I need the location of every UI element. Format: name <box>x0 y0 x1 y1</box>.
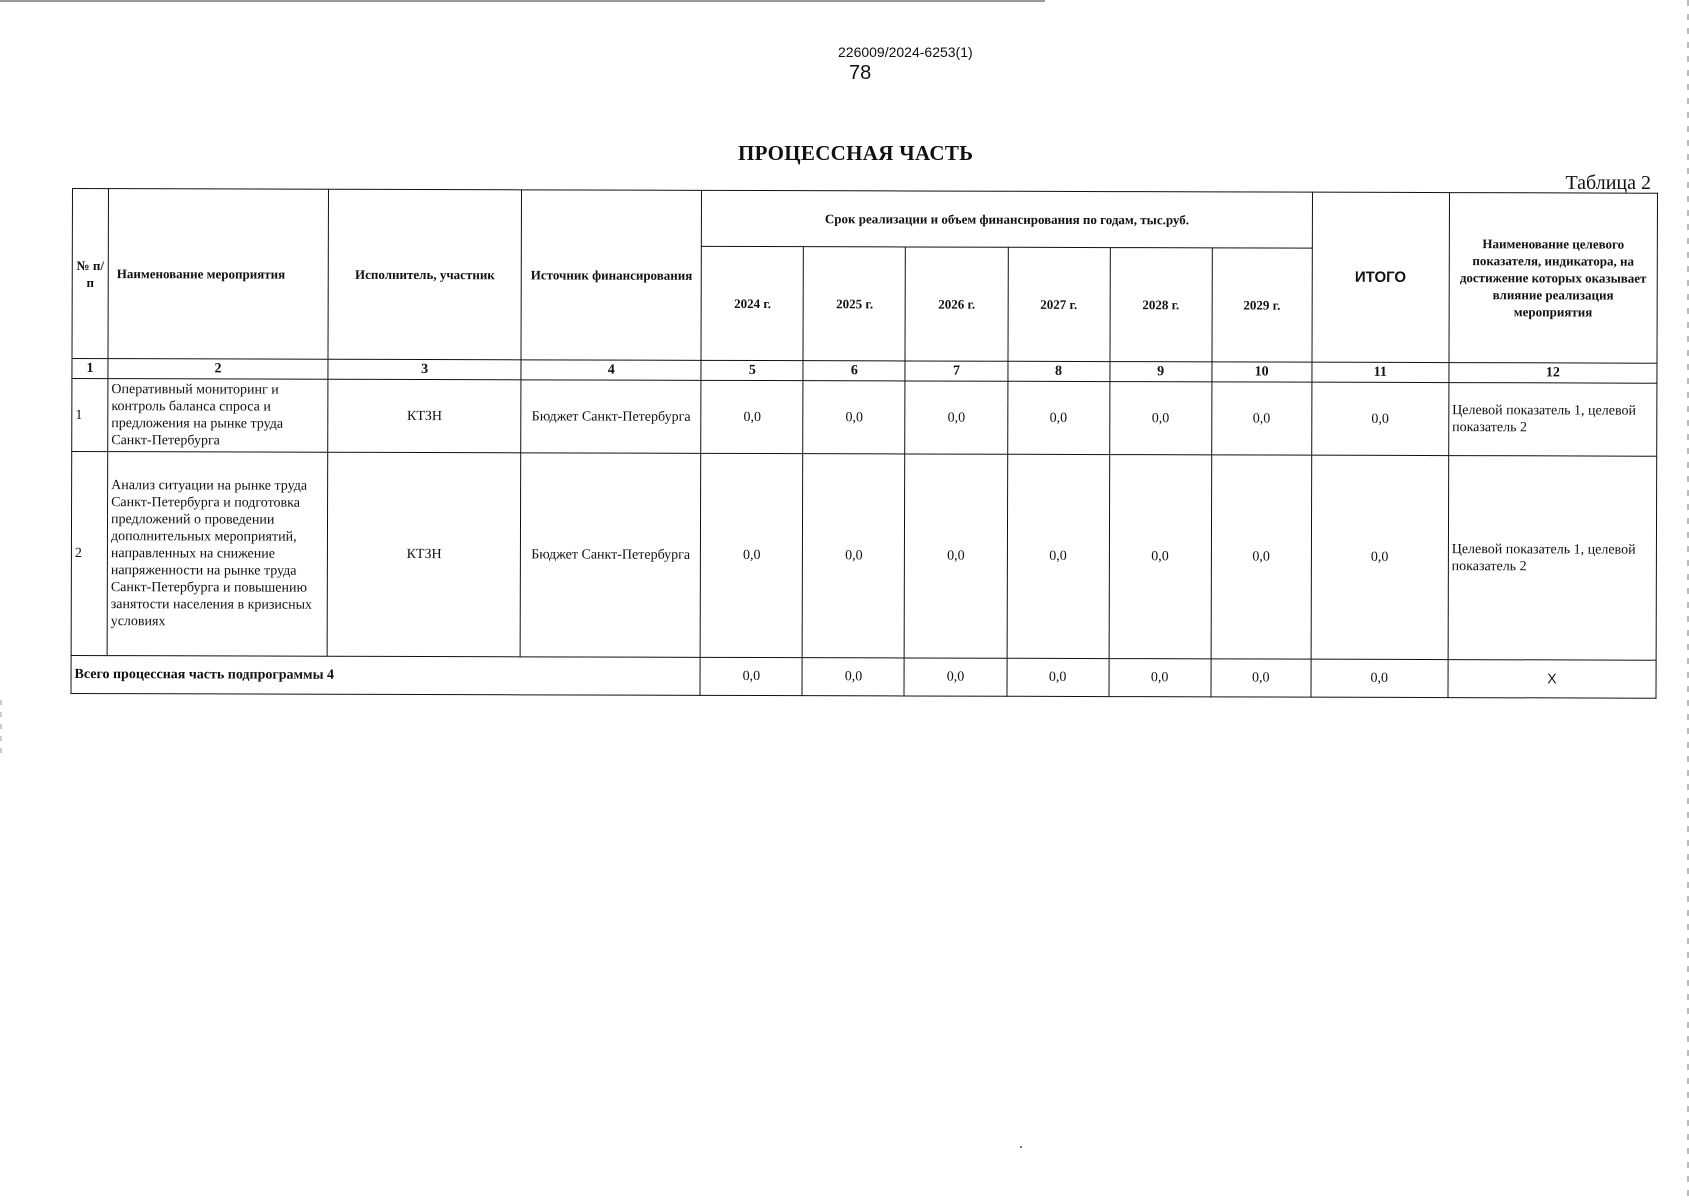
scan-speck <box>1020 1146 1022 1148</box>
scan-border-line <box>0 0 1045 2</box>
header-year: 2027 г. <box>1008 247 1110 361</box>
target-indicator: Целевой показатель 1, целевой показатель 2 <box>1448 456 1657 661</box>
row-total: 0,0 <box>1311 382 1448 455</box>
executor: КТЗН <box>327 452 521 657</box>
total-year-value: 0,0 <box>700 657 802 695</box>
section-title: ПРОЦЕССНАЯ ЧАСТЬ <box>738 141 974 165</box>
column-number: 12 <box>1449 363 1657 384</box>
column-number: 2 <box>108 359 328 380</box>
total-year-value: 0,0 <box>1007 658 1109 696</box>
column-number: 3 <box>328 359 521 380</box>
year-value: 0,0 <box>905 454 1008 658</box>
header-source: Источник финансирования <box>521 190 702 361</box>
column-number: 7 <box>905 361 1007 381</box>
funding-source: Бюджет Санкт-Петербурга <box>520 453 701 658</box>
column-number: 4 <box>521 360 701 381</box>
activity-name: Оперативный мониторинг и контроль баланса спроса и предложения на рынке труда Санкт-Петербурга <box>108 379 328 453</box>
document-number: 226009/2024-6253(1) <box>838 44 973 60</box>
header-period-group: Срок реализации и объем финансирования по годам, тыс.руб. <box>702 190 1313 248</box>
year-value: 0,0 <box>701 380 803 453</box>
header-total: ИТОГО <box>1312 192 1450 362</box>
page-number: 78 <box>849 62 872 84</box>
process-table <box>70 188 1657 699</box>
row-total: 0,0 <box>1311 455 1449 659</box>
total-label: Всего процессная часть подпрограммы 4 <box>71 655 700 695</box>
total-year-value: 0,0 <box>904 658 1006 696</box>
year-value: 0,0 <box>1109 455 1212 659</box>
header-year: 2026 г. <box>905 247 1007 361</box>
total-year-value: 0,0 <box>1211 659 1311 697</box>
header-num: № п/п <box>72 189 109 359</box>
table-row <box>71 452 1657 661</box>
year-value: 0,0 <box>905 381 1007 454</box>
total-target: X <box>1448 660 1656 699</box>
column-number: 6 <box>803 361 905 381</box>
column-number: 10 <box>1212 362 1312 382</box>
executor: КТЗН <box>328 379 521 453</box>
target-indicator: Целевой показатель 1, целевой показатель 2 <box>1449 383 1657 457</box>
year-value: 0,0 <box>1109 382 1211 455</box>
year-value: 0,0 <box>1211 455 1312 659</box>
table-row <box>72 379 1657 457</box>
year-value: 0,0 <box>803 381 905 454</box>
row-num: 1 <box>72 379 108 452</box>
table-label: Таблица 2 <box>1565 172 1651 194</box>
year-value: 0,0 <box>1007 454 1110 658</box>
header-year: 2025 г. <box>803 247 905 361</box>
scan-left-edge <box>0 700 2 760</box>
total-row <box>71 655 1656 698</box>
header-target: Наименование целевого показателя, индикатора, на достижение которых оказывает влияние реализация мероприятия <box>1449 193 1658 364</box>
total-year-value: 0,0 <box>802 658 904 696</box>
year-value: 0,0 <box>803 454 906 658</box>
column-number: 1 <box>72 359 108 379</box>
column-number: 9 <box>1110 362 1212 382</box>
total-year-value: 0,0 <box>1109 659 1211 697</box>
column-number: 11 <box>1312 362 1449 382</box>
year-value: 0,0 <box>700 453 803 657</box>
header-year: 2029 г. <box>1212 248 1312 362</box>
year-value: 0,0 <box>1007 381 1109 454</box>
funding-source: Бюджет Санкт-Петербурга <box>521 380 701 454</box>
year-value: 0,0 <box>1211 382 1311 455</box>
header-executor: Исполнитель, участник <box>328 189 522 360</box>
column-number: 5 <box>701 360 803 380</box>
activity-name: Анализ ситуации на рынке труда Санкт-Петербурга и подготовка предложений о проведении дополнительных мероприятий, направленных на снижение напряженности на рынке труда Санкт-Петербурга и повышению занятости населения в кризисных условиях <box>107 452 328 657</box>
header-name: Наименование мероприятия <box>108 189 329 360</box>
header-year: 2024 г. <box>701 246 803 360</box>
column-number: 8 <box>1007 361 1109 381</box>
header-year: 2028 г. <box>1110 248 1212 362</box>
grand-total: 0,0 <box>1311 659 1448 697</box>
row-num: 2 <box>71 452 108 656</box>
